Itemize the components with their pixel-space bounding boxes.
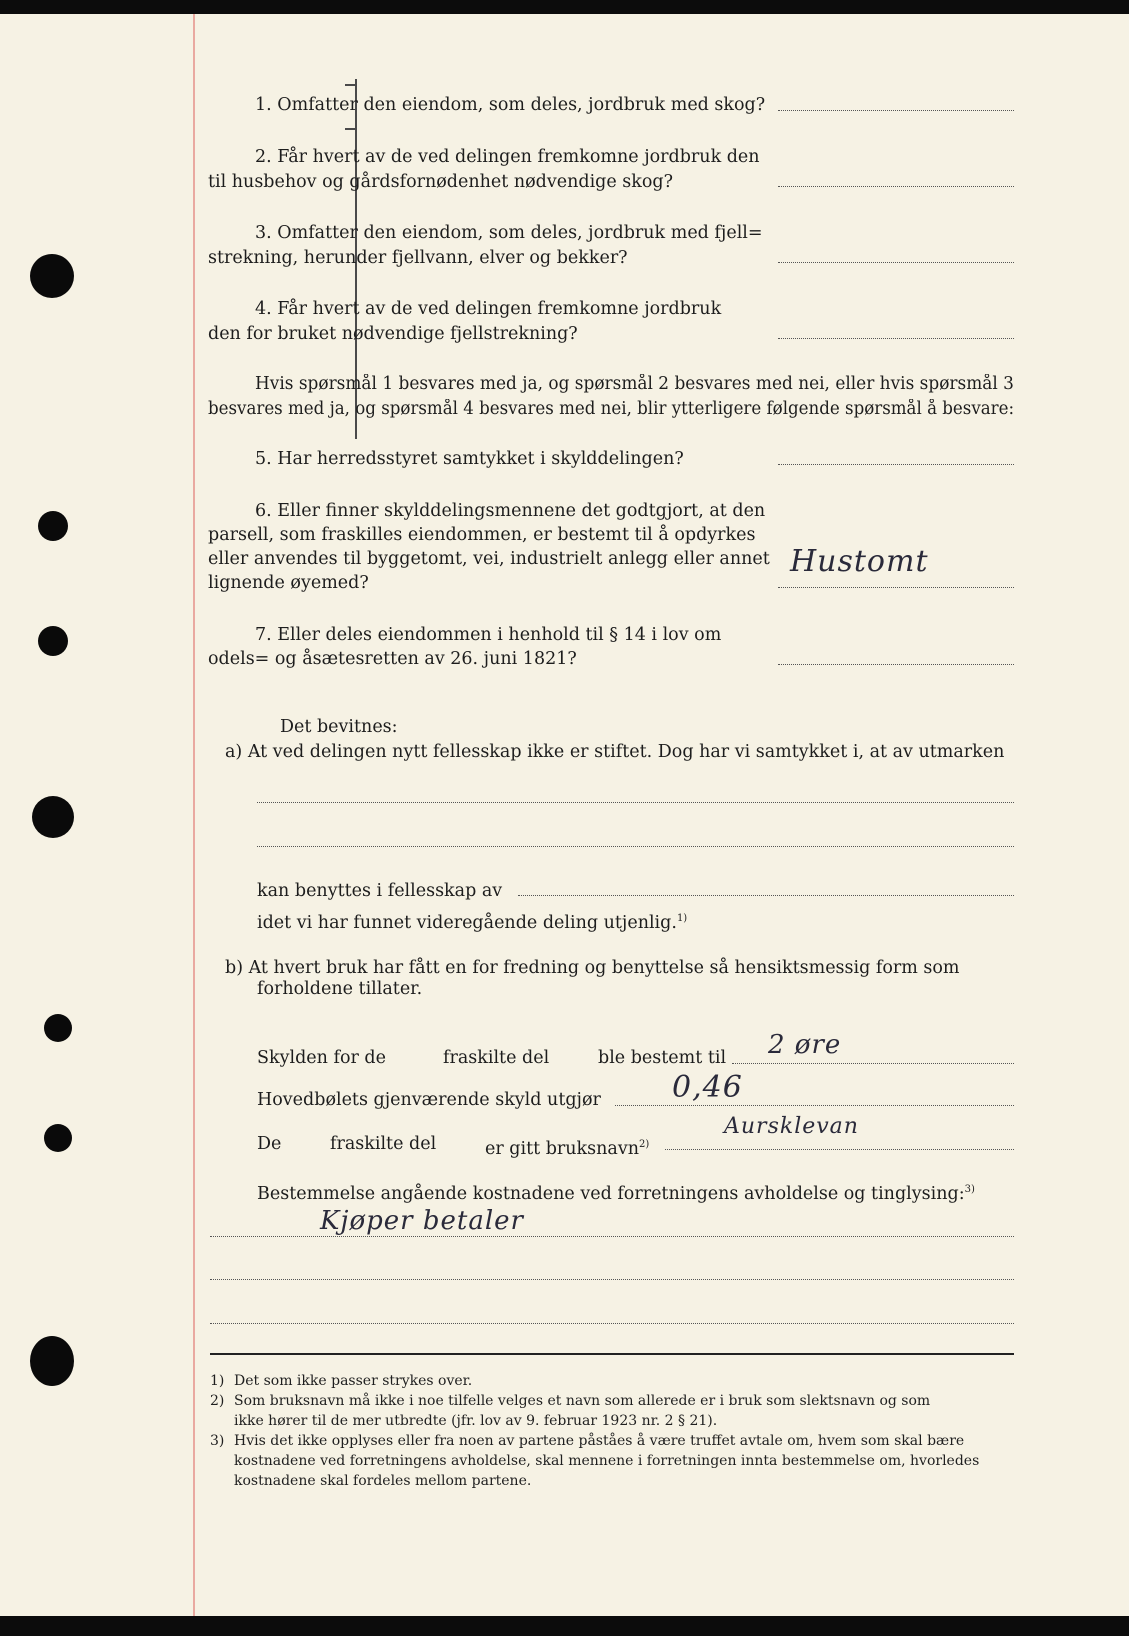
- footnote-ref-2: 2): [639, 1139, 650, 1150]
- skyld-line-2: Hovedbølets gjenværende skyld utgjør: [257, 1090, 601, 1110]
- punch-hole: [30, 254, 74, 298]
- condition-line-2: besvares med ja, og spørsmål 4 besvares med nei, blir ytterligere følgende spørsmål å besvare:: [208, 399, 1015, 419]
- pencil-mark: [345, 128, 357, 130]
- footnote-2-line-2: ikke hører til de mer utbredte (jfr. lov av 9. februar 1923 nr. 2 § 21).: [234, 1413, 718, 1429]
- question-6-line-1: 6. Eller finner skylddelingsmennene det godtgjort, at den: [255, 501, 766, 521]
- question-7-line-1: 7. Eller deles eiendommen i henhold til § 14 i lov om: [255, 625, 722, 645]
- skyld-line-1-b: fraskilte del: [443, 1048, 550, 1068]
- pencil-mark: [345, 84, 357, 86]
- punch-hole: [44, 1124, 72, 1152]
- question-2-line-2: til husbehov og gårdsfornødenhet nødvendige skog?: [208, 172, 673, 192]
- bruksnavn-answer-line[interactable]: [665, 1149, 1014, 1150]
- footnote-1-number: 1): [210, 1373, 225, 1389]
- attest-a-line-3-text: idet vi har funnet videregående deling utjenlig.: [257, 912, 677, 933]
- punch-hole: [44, 1014, 72, 1042]
- attest-b-line-1: b) At hvert bruk har fått en for fredning og benyttelse så hensiktsmessig form som: [225, 958, 960, 978]
- skyld-answer-line[interactable]: [732, 1063, 1014, 1064]
- question-5: 5. Har herredsstyret samtykket i skylddelingen?: [255, 449, 684, 469]
- attest-a-line-2: kan benyttes i fellesskap av: [257, 881, 503, 901]
- question-3-line-2: strekning, herunder fjellvann, elver og bekker?: [208, 248, 628, 268]
- handwritten-bruksnavn: Aursklevan: [724, 1114, 859, 1139]
- attest-a-fill-1[interactable]: [257, 802, 1014, 803]
- kostnader-answer-line-3[interactable]: [210, 1323, 1014, 1324]
- skyld-line-1-a: Skylden for de: [257, 1048, 386, 1068]
- handwritten-hovedbol-skyld: 0,46: [672, 1070, 743, 1105]
- attest-a-fill-2[interactable]: [257, 846, 1014, 847]
- footnote-rule: [210, 1353, 1014, 1355]
- margin-rule: [193, 14, 195, 1616]
- handwritten-answer-q6: Hustomt: [790, 544, 929, 579]
- footnote-2-number: 2): [210, 1393, 225, 1409]
- footnote-3-number: 3): [210, 1433, 225, 1449]
- handwritten-kostnader: Kjøper betaler: [320, 1206, 524, 1236]
- answer-line-q4[interactable]: [778, 338, 1014, 339]
- punch-hole: [30, 1336, 74, 1386]
- skyld-line-3-a: De: [257, 1134, 282, 1154]
- skyld-line-4-text: Bestemmelse angående kostnadene ved forretningens avholdelse og tinglysing:: [257, 1183, 965, 1204]
- attest-b-line-2: forholdene tillater.: [257, 979, 423, 999]
- question-2-line-1: 2. Får hvert av de ved delingen fremkomne jordbruk den: [255, 147, 760, 167]
- footnote-2-line-1: Som bruksnavn må ikke i noe tilfelle velges et navn som allerede er i bruk som slektsnavn og som: [234, 1393, 931, 1409]
- footnote-ref-3: 3): [964, 1184, 975, 1195]
- question-4-line-1: 4. Får hvert av de ved delingen fremkomne jordbruk: [255, 299, 722, 319]
- answer-line-q7[interactable]: [778, 664, 1014, 665]
- kostnader-answer-line-2[interactable]: [210, 1279, 1014, 1280]
- footnote-3-line-3: kostnadene skal fordeles mellom partene.: [234, 1473, 532, 1489]
- skyld-line-1-c: ble bestemt til: [598, 1048, 727, 1068]
- question-4-line-2: den for bruket nødvendige fjellstrekning?: [208, 324, 578, 344]
- answer-line-q3[interactable]: [778, 262, 1014, 263]
- question-6-line-3: eller anvendes til byggetomt, vei, industrielt anlegg eller annet: [208, 549, 770, 569]
- answer-line-q2[interactable]: [778, 186, 1014, 187]
- answer-line-q1[interactable]: [778, 110, 1014, 111]
- skyld-line-3-c: [485, 1132, 649, 1162]
- question-6-line-4: lignende øyemed?: [208, 573, 369, 593]
- punch-hole: [38, 626, 68, 656]
- skyld-line-3-b: fraskilte del: [330, 1134, 437, 1154]
- question-6-line-2: parsell, som fraskilles eiendommen, er bestemt til å opdyrkes: [208, 525, 756, 545]
- footnote-3-line-2: kostnadene ved forretningens avholdelse, skal mennene i forretningen innta bestemmelse om, hvorledes: [234, 1453, 980, 1469]
- handwritten-skyld: 2 øre: [768, 1030, 842, 1060]
- footnote-3-line-1: Hvis det ikke opplyses eller fra noen av partene påståes å være truffet avtale om, hvem som skal bære: [234, 1433, 965, 1449]
- question-7-line-2: odels= og åsætesretten av 26. juni 1821?: [208, 649, 577, 669]
- condition-line-1: Hvis spørsmål 1 besvares med ja, og spørsmål 2 besvares med nei, eller hvis spørsmål 3: [255, 374, 1014, 394]
- attest-a-fill-3[interactable]: [518, 895, 1014, 896]
- hovedbol-answer-line[interactable]: [615, 1105, 1014, 1106]
- answer-line-q5[interactable]: [778, 464, 1014, 465]
- attest-a-line-1: a) At ved delingen nytt fellesskap ikke er stiftet. Dog har vi samtykket i, at av utmarken: [225, 742, 1005, 762]
- document-page: [0, 14, 1129, 1616]
- footnote-ref-1: 1): [676, 913, 688, 924]
- question-3-line-1: 3. Omfatter den eiendom, som deles, jordbruk med fjell=: [255, 223, 763, 243]
- skyld-line-4: [257, 1177, 975, 1207]
- question-1: 1. Omfatter den eiendom, som deles, jordbruk med skog?: [255, 95, 766, 115]
- footnote-1-text: Det som ikke passer strykes over.: [234, 1373, 473, 1389]
- punch-hole: [32, 796, 74, 838]
- punch-hole: [38, 511, 68, 541]
- kostnader-answer-line-1[interactable]: [210, 1236, 1014, 1237]
- skyld-line-3-c-text: er gitt bruksnavn: [485, 1138, 639, 1159]
- answer-line-q6[interactable]: [778, 587, 1014, 588]
- attest-heading: Det bevitnes:: [280, 717, 398, 737]
- attest-a-line-3: [257, 906, 687, 936]
